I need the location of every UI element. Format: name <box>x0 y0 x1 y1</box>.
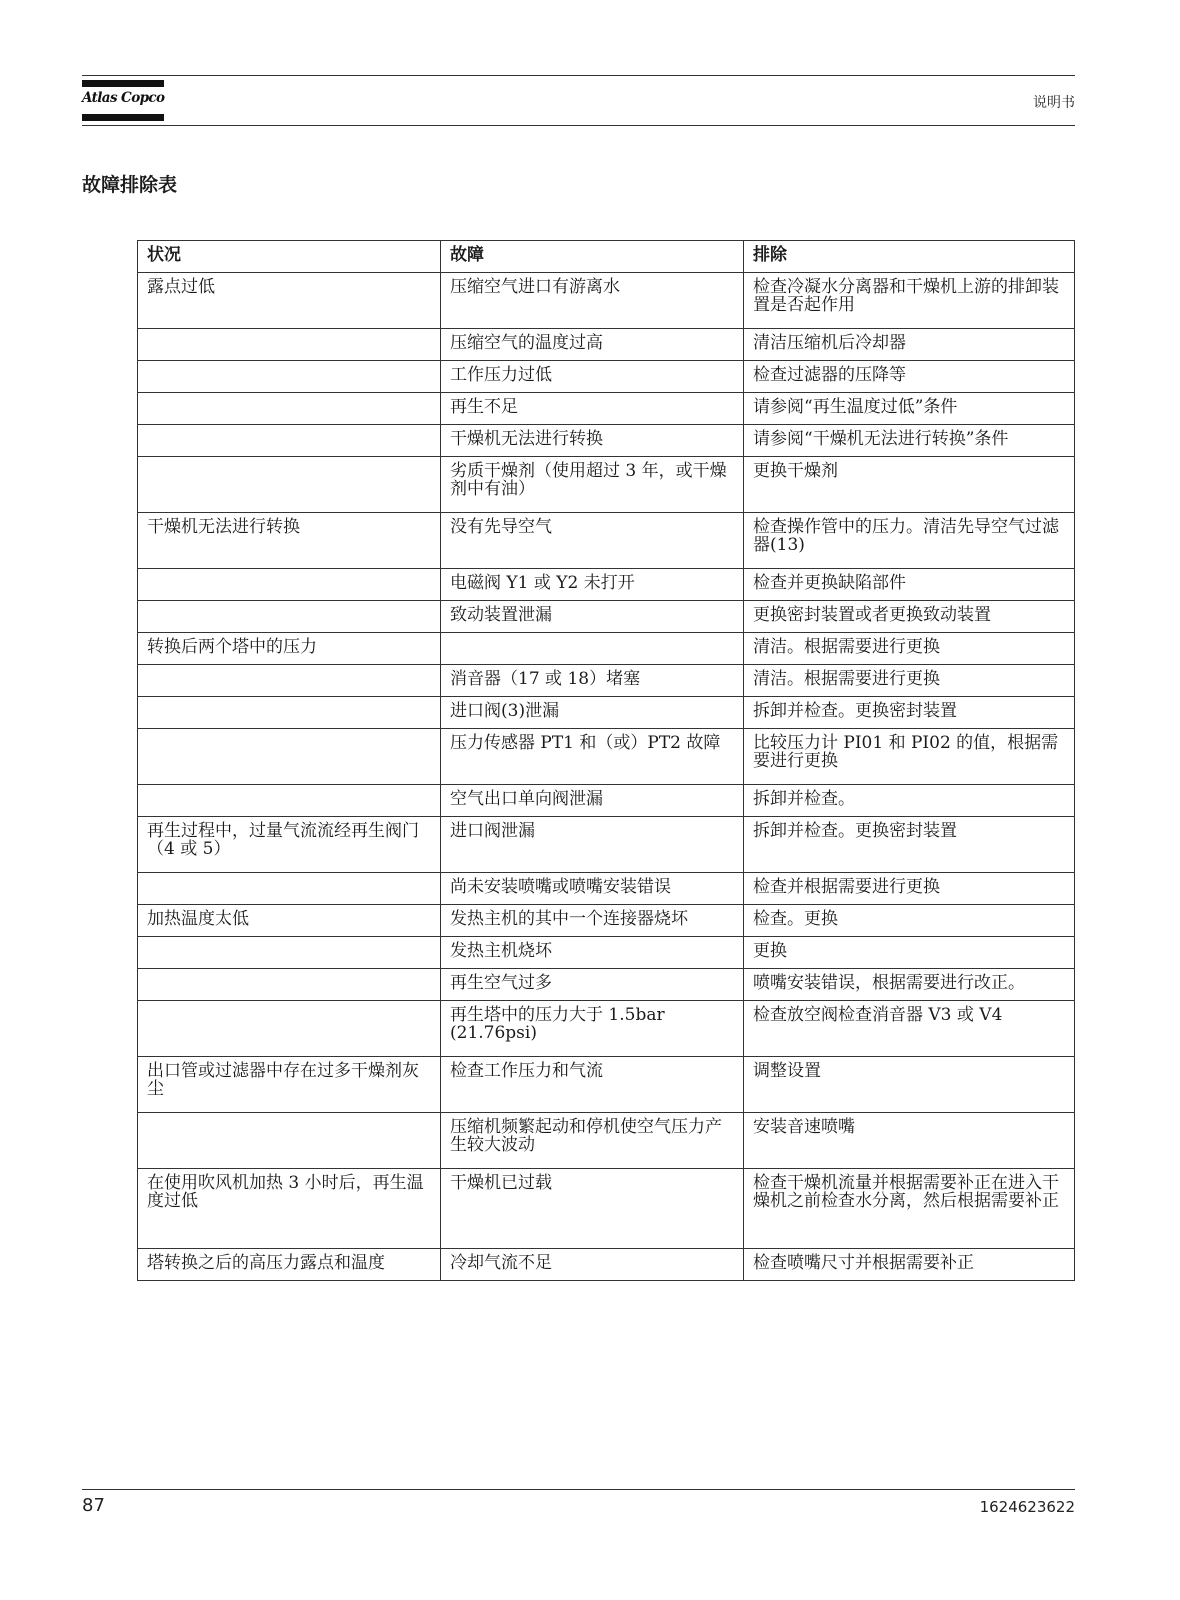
remedy-cell: 拆卸并检查。 <box>744 785 1075 817</box>
remedy-cell: 检查放空阀检查消音器 V3 或 V4 <box>744 1001 1075 1057</box>
table-row <box>138 329 1075 361</box>
troubleshooting-table <box>137 240 1075 1281</box>
remedy-cell: 调整设置 <box>744 1057 1075 1113</box>
fault-cell: 没有先导空气 <box>441 513 744 569</box>
fault-cell <box>441 633 744 665</box>
remedy-cell: 清洁。根据需要进行更换 <box>744 633 1075 665</box>
fault-cell: 工作压力过低 <box>441 361 744 393</box>
table-row <box>138 665 1075 697</box>
fault-cell: 尚未安装喷嘴或喷嘴安装错误 <box>441 873 744 905</box>
condition-cell <box>138 569 441 601</box>
condition-cell <box>138 1001 441 1057</box>
table-row <box>138 1169 1075 1249</box>
document-type-label: 说明书 <box>1033 95 1075 111</box>
column-header-condition: 状况 <box>138 241 441 273</box>
remedy-cell: 检查干燥机流量并根据需要补正在进入干燥机之前检查水分离，然后根据需要补正 <box>744 1169 1075 1249</box>
remedy-cell: 请参阅“干燥机无法进行转换”条件 <box>744 425 1075 457</box>
table-row <box>138 729 1075 785</box>
condition-cell <box>138 665 441 697</box>
remedy-cell: 安装音速喷嘴 <box>744 1113 1075 1169</box>
remedy-cell: 清洁。根据需要进行更换 <box>744 665 1075 697</box>
condition-cell <box>138 969 441 1001</box>
fault-cell: 劣质干燥剂（使用超过 3 年，或干燥剂中有油） <box>441 457 744 513</box>
condition-cell <box>138 457 441 513</box>
remedy-cell: 检查。更换 <box>744 905 1075 937</box>
table-row <box>138 937 1075 969</box>
table-row <box>138 569 1075 601</box>
remedy-cell: 清洁压缩机后冷却器 <box>744 329 1075 361</box>
condition-cell: 在使用吹风机加热 3 小时后，再生温度过低 <box>138 1169 441 1249</box>
table-row <box>138 633 1075 665</box>
condition-cell <box>138 697 441 729</box>
condition-cell: 再生过程中，过量气流流经再生阀门（4 或 5） <box>138 817 441 873</box>
fault-cell: 消音器（17 或 18）堵塞 <box>441 665 744 697</box>
table-row <box>138 601 1075 633</box>
condition-cell <box>138 937 441 969</box>
fault-cell: 干燥机无法进行转换 <box>441 425 744 457</box>
fault-cell: 压缩机频繁起动和停机使空气压力产生较大波动 <box>441 1113 744 1169</box>
remedy-cell: 请参阅“再生温度过低”条件 <box>744 393 1075 425</box>
remedy-cell: 检查喷嘴尺寸并根据需要补正 <box>744 1249 1075 1281</box>
fault-cell: 冷却气流不足 <box>441 1249 744 1281</box>
section-title: 故障排除表 <box>82 174 178 196</box>
condition-cell <box>138 361 441 393</box>
table-row <box>138 817 1075 873</box>
header-bottom-rule <box>82 125 1075 126</box>
table-row <box>138 1113 1075 1169</box>
logo-bottom-bar <box>82 114 164 121</box>
table-row <box>138 425 1075 457</box>
condition-cell: 出口管或过滤器中存在过多干燥剂灰尘 <box>138 1057 441 1113</box>
condition-cell <box>138 425 441 457</box>
fault-cell: 再生不足 <box>441 393 744 425</box>
table-row <box>138 697 1075 729</box>
remedy-cell: 检查冷凝水分离器和干燥机上游的排卸装置是否起作用 <box>744 273 1075 329</box>
table-row <box>138 905 1075 937</box>
table-row <box>138 969 1075 1001</box>
condition-cell <box>138 393 441 425</box>
remedy-cell: 检查并根据需要进行更换 <box>744 873 1075 905</box>
document-number: 1624623622 <box>979 1498 1075 1516</box>
fault-cell: 发热主机烧坏 <box>441 937 744 969</box>
header-top-rule <box>82 75 1075 76</box>
fault-cell: 电磁阀 Y1 或 Y2 未打开 <box>441 569 744 601</box>
fault-cell: 进口阀泄漏 <box>441 817 744 873</box>
remedy-cell: 拆卸并检查。更换密封装置 <box>744 817 1075 873</box>
footer-rule <box>82 1489 1075 1490</box>
fault-cell: 检查工作压力和气流 <box>441 1057 744 1113</box>
fault-cell: 压力传感器 PT1 和（或）PT2 故障 <box>441 729 744 785</box>
logo-wordmark: Atlas Copco <box>82 90 165 106</box>
condition-cell <box>138 785 441 817</box>
column-header-remedy: 排除 <box>744 241 1075 273</box>
condition-cell: 露点过低 <box>138 273 441 329</box>
condition-cell <box>138 873 441 905</box>
table-row <box>138 457 1075 513</box>
remedy-cell: 检查操作管中的压力。清洁先导空气过滤器(13) <box>744 513 1075 569</box>
fault-cell: 致动装置泄漏 <box>441 601 744 633</box>
column-header-fault: 故障 <box>441 241 744 273</box>
condition-cell <box>138 729 441 785</box>
fault-cell: 空气出口单向阀泄漏 <box>441 785 744 817</box>
condition-cell: 干燥机无法进行转换 <box>138 513 441 569</box>
fault-cell: 压缩空气的温度过高 <box>441 329 744 361</box>
fault-cell: 干燥机已过载 <box>441 1169 744 1249</box>
table-row <box>138 361 1075 393</box>
logo-top-bar <box>82 80 164 87</box>
table-row <box>138 1057 1075 1113</box>
condition-cell <box>138 1113 441 1169</box>
table-row <box>138 873 1075 905</box>
table-header-row <box>138 241 1075 273</box>
table-row <box>138 1001 1075 1057</box>
condition-cell <box>138 329 441 361</box>
condition-cell: 加热温度太低 <box>138 905 441 937</box>
fault-cell: 压缩空气进口有游离水 <box>441 273 744 329</box>
fault-cell: 进口阀(3)泄漏 <box>441 697 744 729</box>
fault-cell: 再生塔中的压力大于 1.5bar (21.76psi) <box>441 1001 744 1057</box>
remedy-cell: 检查过滤器的压降等 <box>744 361 1075 393</box>
table-row <box>138 513 1075 569</box>
remedy-cell: 比较压力计 PI01 和 PI02 的值，根据需要进行更换 <box>744 729 1075 785</box>
remedy-cell: 更换密封装置或者更换致动装置 <box>744 601 1075 633</box>
table-row <box>138 393 1075 425</box>
table-row <box>138 273 1075 329</box>
remedy-cell: 检查并更换缺陷部件 <box>744 569 1075 601</box>
table-row <box>138 785 1075 817</box>
fault-cell: 再生空气过多 <box>441 969 744 1001</box>
remedy-cell: 拆卸并检查。更换密封装置 <box>744 697 1075 729</box>
remedy-cell: 更换 <box>744 937 1075 969</box>
condition-cell <box>138 601 441 633</box>
atlas-copco-logo <box>82 80 164 122</box>
remedy-cell: 喷嘴安装错误，根据需要进行改正。 <box>744 969 1075 1001</box>
fault-cell: 发热主机的其中一个连接器烧坏 <box>441 905 744 937</box>
table-row <box>138 1249 1075 1281</box>
remedy-cell: 更换干燥剂 <box>744 457 1075 513</box>
condition-cell: 塔转换之后的高压力露点和温度 <box>138 1249 441 1281</box>
page-number: 87 <box>82 1495 105 1516</box>
condition-cell: 转换后两个塔中的压力 <box>138 633 441 665</box>
